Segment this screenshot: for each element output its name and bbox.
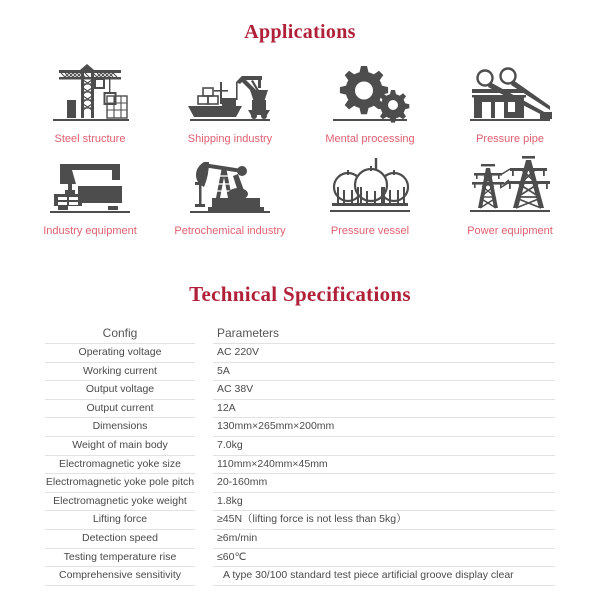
application-label: Mental processing	[325, 133, 415, 145]
application-item-industry-equipment[interactable]	[20, 150, 160, 238]
spec-config-cell: Working current	[45, 363, 195, 382]
specifications-section-title: Technical Specifications	[189, 282, 411, 306]
spec-config-cell: Testing temperature rise	[45, 549, 195, 568]
application-item-pressure-pipe[interactable]	[440, 58, 580, 146]
application-item-power-equipment[interactable]	[440, 150, 580, 238]
application-label: Industry equipment	[43, 225, 137, 237]
transmission-tower-icon	[464, 150, 556, 216]
gears-icon	[327, 58, 413, 124]
cargo-ship-crane-icon	[184, 58, 276, 124]
spec-parameter-cell: ≥6m/min	[213, 530, 555, 549]
application-label: Petrochemical industry	[174, 225, 286, 237]
applications-section-title: Applications	[244, 21, 356, 43]
spherical-tanks-icon	[324, 150, 416, 216]
spec-parameters-header: Parameters	[213, 323, 555, 344]
spec-config-column	[45, 323, 195, 586]
spec-config-cell: Output current	[45, 400, 195, 419]
oil-pumpjack-icon	[186, 150, 274, 216]
applications-grid	[20, 58, 580, 238]
spec-parameter-cell: 12A	[213, 400, 555, 419]
spec-parameter-cell: 5A	[213, 363, 555, 382]
application-item-steel-structure[interactable]	[20, 58, 160, 146]
application-item-mental-processing[interactable]	[300, 58, 440, 146]
spec-parameter-cell: AC 220V	[213, 344, 555, 363]
spec-parameter-cell: 20-160mm	[213, 474, 555, 493]
application-item-shipping-industry[interactable]	[160, 58, 300, 146]
application-label: Pressure vessel	[330, 225, 410, 237]
spec-parameter-cell: 130mm×265mm×200mm	[213, 418, 555, 437]
spec-parameter-cell: ≥45N（lifting force is not less than 5kg）	[213, 511, 555, 530]
spec-config-cell: Comprehensive sensitivity	[45, 567, 195, 586]
spec-config-cell: Output voltage	[45, 381, 195, 400]
spec-config-header: Config	[45, 323, 195, 344]
spec-parameter-cell: AC 38V	[213, 381, 555, 400]
spec-config-cell: Lifting force	[45, 511, 195, 530]
spec-parameter-cell: A type 30/100 standard test piece artificial groove display clear	[213, 567, 555, 586]
tower-crane-icon	[47, 58, 133, 124]
industrial-machine-icon	[46, 150, 134, 216]
spec-config-cell: Operating voltage	[45, 344, 195, 363]
application-item-pressure-vessel[interactable]	[300, 150, 440, 238]
spec-parameter-cell: ≤60℃	[213, 549, 555, 568]
application-item-petrochemical-industry[interactable]	[160, 150, 300, 238]
spec-parameter-cell: 1.8kg	[213, 493, 555, 512]
spec-config-cell: Electromagnetic yoke weight	[45, 493, 195, 512]
application-label: Pressure pipe	[476, 133, 544, 145]
specifications-table	[45, 323, 555, 586]
spec-config-cell: Detection speed	[45, 530, 195, 549]
application-label: Shipping industry	[187, 133, 273, 145]
spec-parameter-cell: 7.0kg	[213, 437, 555, 456]
application-label: Power equipment	[467, 225, 553, 237]
spec-config-cell: Dimensions	[45, 418, 195, 437]
spec-config-cell: Electromagnetic yoke size	[45, 456, 195, 475]
spec-config-cell: Weight of main body	[45, 437, 195, 456]
spec-parameters-column	[213, 323, 555, 586]
penstock-pipe-icon	[464, 58, 556, 124]
spec-parameter-cell: 110mm×240mm×45mm	[213, 456, 555, 475]
application-label: Steel structure	[54, 133, 126, 145]
spec-config-cell: Electromagnetic yoke pole pitch	[45, 474, 195, 493]
